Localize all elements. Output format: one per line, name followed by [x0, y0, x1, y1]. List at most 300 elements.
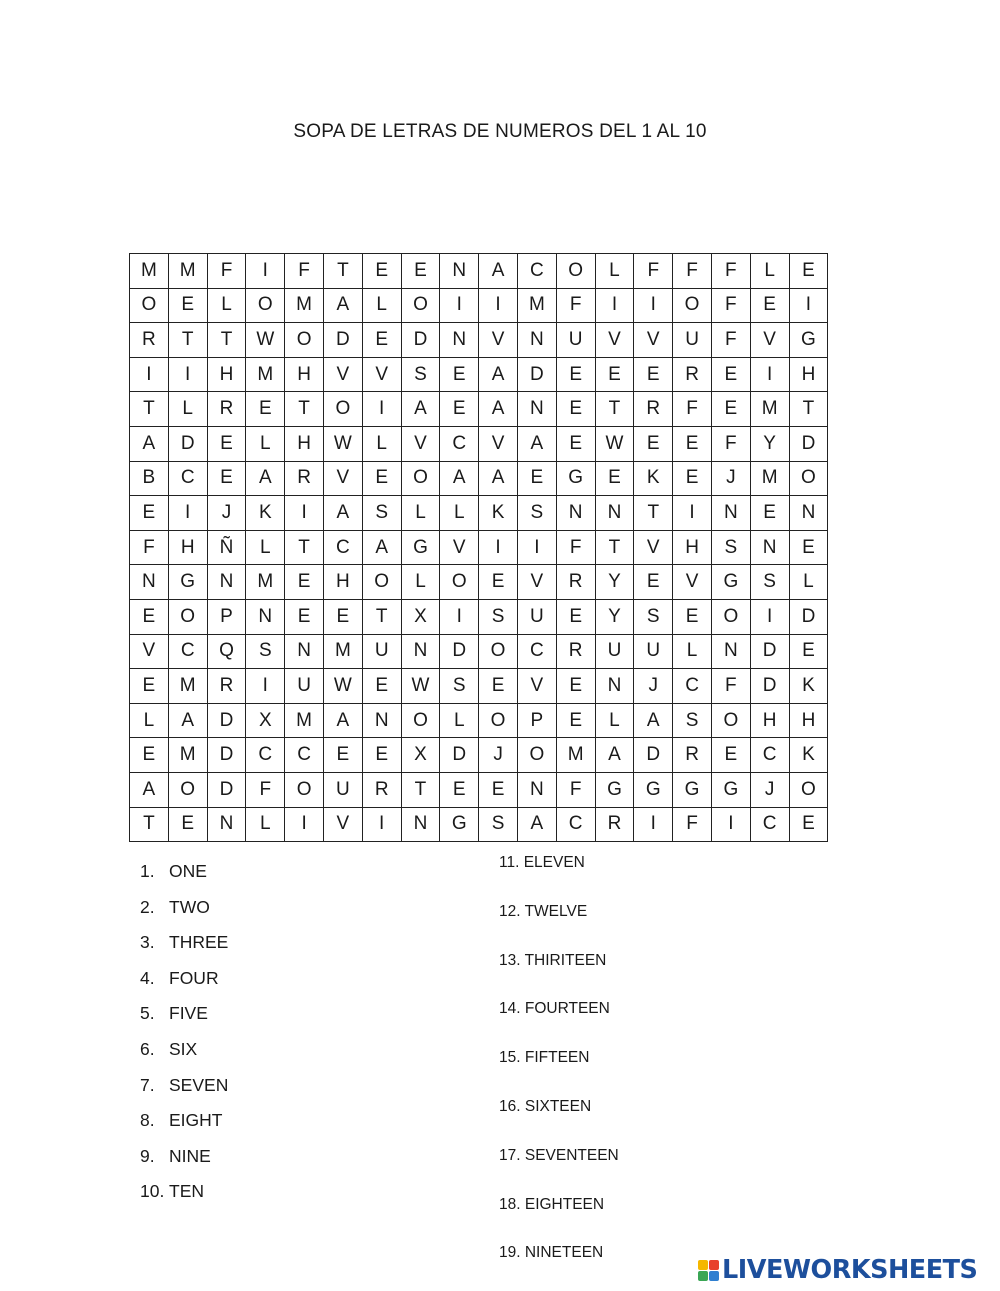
grid-cell[interactable]: O — [711, 703, 750, 738]
grid-cell[interactable]: R — [556, 565, 595, 600]
grid-cell[interactable]: O — [789, 461, 828, 496]
grid-cell[interactable]: I — [479, 288, 518, 323]
grid-cell[interactable]: S — [634, 599, 673, 634]
grid-cell[interactable]: T — [168, 323, 207, 358]
grid-cell[interactable]: O — [556, 254, 595, 289]
grid-cell[interactable]: H — [789, 703, 828, 738]
grid-cell[interactable]: L — [401, 496, 440, 531]
grid-cell[interactable]: E — [130, 599, 169, 634]
grid-cell[interactable]: E — [362, 669, 401, 704]
grid-cell[interactable]: T — [401, 772, 440, 807]
grid-cell[interactable]: V — [479, 426, 518, 461]
grid-cell[interactable]: L — [207, 288, 246, 323]
grid-cell[interactable]: A — [595, 738, 634, 773]
grid-cell[interactable]: S — [517, 496, 556, 531]
grid-cell[interactable]: W — [595, 426, 634, 461]
grid-cell[interactable]: J — [207, 496, 246, 531]
grid-cell[interactable]: F — [673, 254, 712, 289]
grid-cell[interactable]: E — [130, 669, 169, 704]
grid-cell[interactable]: I — [285, 807, 324, 842]
grid-cell[interactable]: S — [673, 703, 712, 738]
grid-cell[interactable]: A — [323, 496, 362, 531]
grid-cell[interactable]: V — [440, 530, 479, 565]
grid-cell[interactable]: D — [207, 738, 246, 773]
grid-cell[interactable]: E — [401, 254, 440, 289]
grid-cell[interactable]: E — [246, 392, 285, 427]
grid-cell[interactable]: I — [517, 530, 556, 565]
grid-cell[interactable]: D — [789, 599, 828, 634]
grid-cell[interactable]: E — [556, 426, 595, 461]
grid-cell[interactable]: I — [479, 530, 518, 565]
grid-cell[interactable]: D — [207, 772, 246, 807]
grid-cell[interactable]: A — [362, 530, 401, 565]
grid-cell[interactable]: L — [595, 254, 634, 289]
grid-cell[interactable]: F — [711, 288, 750, 323]
grid-cell[interactable]: S — [750, 565, 789, 600]
grid-cell[interactable]: E — [634, 426, 673, 461]
grid-cell[interactable]: D — [401, 323, 440, 358]
grid-cell[interactable]: C — [285, 738, 324, 773]
grid-cell[interactable]: I — [789, 288, 828, 323]
grid-cell[interactable]: N — [711, 634, 750, 669]
grid-cell[interactable]: E — [789, 634, 828, 669]
grid-cell[interactable]: R — [207, 392, 246, 427]
grid-cell[interactable]: E — [673, 461, 712, 496]
grid-cell[interactable]: L — [401, 565, 440, 600]
grid-cell[interactable]: Y — [750, 426, 789, 461]
grid-cell[interactable]: L — [246, 426, 285, 461]
grid-cell[interactable]: E — [479, 565, 518, 600]
grid-cell[interactable]: N — [401, 807, 440, 842]
grid-cell[interactable]: I — [634, 288, 673, 323]
grid-cell[interactable]: F — [711, 426, 750, 461]
grid-cell[interactable]: I — [634, 807, 673, 842]
grid-cell[interactable]: V — [323, 461, 362, 496]
grid-cell[interactable]: A — [130, 426, 169, 461]
grid-cell[interactable]: N — [556, 496, 595, 531]
grid-cell[interactable]: D — [789, 426, 828, 461]
grid-cell[interactable]: E — [789, 807, 828, 842]
grid-cell[interactable]: E — [323, 738, 362, 773]
grid-cell[interactable]: N — [595, 669, 634, 704]
grid-cell[interactable]: X — [401, 738, 440, 773]
grid-cell[interactable]: M — [750, 392, 789, 427]
grid-cell[interactable]: U — [517, 599, 556, 634]
grid-cell[interactable]: C — [517, 634, 556, 669]
grid-cell[interactable]: E — [789, 530, 828, 565]
grid-cell[interactable]: B — [130, 461, 169, 496]
grid-cell[interactable]: E — [711, 357, 750, 392]
grid-cell[interactable]: N — [711, 496, 750, 531]
grid-cell[interactable]: M — [556, 738, 595, 773]
grid-cell[interactable]: S — [440, 669, 479, 704]
grid-cell[interactable]: O — [711, 599, 750, 634]
grid-cell[interactable]: A — [479, 461, 518, 496]
grid-cell[interactable]: X — [401, 599, 440, 634]
grid-cell[interactable]: N — [750, 530, 789, 565]
grid-cell[interactable]: F — [634, 254, 673, 289]
grid-cell[interactable]: O — [479, 634, 518, 669]
grid-cell[interactable]: O — [285, 772, 324, 807]
grid-cell[interactable]: E — [711, 392, 750, 427]
grid-cell[interactable]: M — [750, 461, 789, 496]
grid-cell[interactable]: N — [285, 634, 324, 669]
grid-cell[interactable]: C — [673, 669, 712, 704]
grid-cell[interactable]: V — [323, 807, 362, 842]
grid-cell[interactable]: D — [634, 738, 673, 773]
grid-cell[interactable]: C — [440, 426, 479, 461]
grid-cell[interactable]: O — [401, 703, 440, 738]
grid-cell[interactable]: T — [323, 254, 362, 289]
grid-cell[interactable]: R — [673, 738, 712, 773]
grid-cell[interactable]: E — [517, 461, 556, 496]
grid-cell[interactable]: N — [440, 323, 479, 358]
grid-cell[interactable]: F — [556, 772, 595, 807]
grid-cell[interactable]: C — [517, 254, 556, 289]
grid-cell[interactable]: C — [323, 530, 362, 565]
grid-cell[interactable]: E — [130, 738, 169, 773]
grid-cell[interactable]: A — [246, 461, 285, 496]
grid-cell[interactable]: I — [362, 392, 401, 427]
grid-cell[interactable]: F — [556, 288, 595, 323]
grid-cell[interactable]: F — [285, 254, 324, 289]
grid-cell[interactable]: E — [168, 288, 207, 323]
grid-cell[interactable]: O — [401, 288, 440, 323]
grid-cell[interactable]: L — [750, 254, 789, 289]
grid-cell[interactable]: P — [517, 703, 556, 738]
grid-cell[interactable]: M — [168, 669, 207, 704]
grid-cell[interactable]: F — [130, 530, 169, 565]
grid-cell[interactable]: M — [130, 254, 169, 289]
grid-cell[interactable]: I — [168, 357, 207, 392]
grid-cell[interactable]: X — [246, 703, 285, 738]
grid-cell[interactable]: E — [479, 772, 518, 807]
grid-cell[interactable]: I — [440, 599, 479, 634]
grid-cell[interactable]: E — [362, 738, 401, 773]
grid-cell[interactable]: W — [323, 669, 362, 704]
grid-cell[interactable]: E — [750, 496, 789, 531]
grid-cell[interactable]: N — [595, 496, 634, 531]
grid-cell[interactable]: H — [323, 565, 362, 600]
grid-cell[interactable]: I — [673, 496, 712, 531]
grid-cell[interactable]: A — [517, 426, 556, 461]
grid-cell[interactable]: F — [711, 323, 750, 358]
grid-cell[interactable]: F — [711, 254, 750, 289]
grid-cell[interactable]: A — [634, 703, 673, 738]
grid-cell[interactable]: K — [789, 738, 828, 773]
grid-cell[interactable]: E — [673, 599, 712, 634]
grid-cell[interactable]: O — [479, 703, 518, 738]
grid-cell[interactable]: I — [285, 496, 324, 531]
grid-cell[interactable]: O — [246, 288, 285, 323]
grid-cell[interactable]: D — [207, 703, 246, 738]
grid-cell[interactable]: M — [168, 738, 207, 773]
grid-cell[interactable]: M — [323, 634, 362, 669]
grid-cell[interactable]: Y — [595, 599, 634, 634]
grid-cell[interactable]: G — [168, 565, 207, 600]
grid-cell[interactable]: G — [711, 565, 750, 600]
grid-cell[interactable]: G — [595, 772, 634, 807]
grid-cell[interactable]: N — [401, 634, 440, 669]
grid-cell[interactable]: E — [479, 669, 518, 704]
grid-cell[interactable]: T — [595, 392, 634, 427]
grid-cell[interactable]: U — [595, 634, 634, 669]
grid-cell[interactable]: T — [130, 807, 169, 842]
grid-cell[interactable]: E — [207, 426, 246, 461]
grid-cell[interactable]: N — [440, 254, 479, 289]
grid-cell[interactable]: C — [750, 738, 789, 773]
grid-cell[interactable]: N — [130, 565, 169, 600]
grid-cell[interactable]: U — [556, 323, 595, 358]
grid-cell[interactable]: L — [595, 703, 634, 738]
grid-cell[interactable]: E — [556, 357, 595, 392]
grid-cell[interactable]: D — [440, 738, 479, 773]
grid-cell[interactable]: C — [556, 807, 595, 842]
grid-cell[interactable]: H — [168, 530, 207, 565]
grid-cell[interactable]: K — [789, 669, 828, 704]
grid-cell[interactable]: N — [362, 703, 401, 738]
grid-cell[interactable]: I — [440, 288, 479, 323]
grid-cell[interactable]: I — [362, 807, 401, 842]
grid-cell[interactable]: A — [168, 703, 207, 738]
grid-cell[interactable]: O — [517, 738, 556, 773]
grid-cell[interactable]: A — [130, 772, 169, 807]
grid-cell[interactable]: J — [711, 461, 750, 496]
grid-cell[interactable]: E — [634, 357, 673, 392]
grid-cell[interactable]: V — [401, 426, 440, 461]
grid-cell[interactable]: L — [130, 703, 169, 738]
grid-cell[interactable]: L — [362, 288, 401, 323]
grid-cell[interactable]: E — [362, 461, 401, 496]
grid-cell[interactable]: E — [556, 703, 595, 738]
grid-cell[interactable]: L — [246, 530, 285, 565]
grid-cell[interactable]: G — [634, 772, 673, 807]
grid-cell[interactable]: F — [673, 807, 712, 842]
grid-cell[interactable]: G — [440, 807, 479, 842]
grid-cell[interactable]: R — [285, 461, 324, 496]
grid-cell[interactable]: V — [130, 634, 169, 669]
grid-cell[interactable]: L — [440, 703, 479, 738]
grid-cell[interactable]: V — [517, 565, 556, 600]
grid-cell[interactable]: I — [130, 357, 169, 392]
grid-cell[interactable]: A — [479, 254, 518, 289]
grid-cell[interactable]: N — [207, 565, 246, 600]
grid-cell[interactable]: D — [440, 634, 479, 669]
grid-cell[interactable]: N — [246, 599, 285, 634]
grid-cell[interactable]: E — [207, 461, 246, 496]
grid-cell[interactable]: O — [789, 772, 828, 807]
grid-cell[interactable]: V — [517, 669, 556, 704]
grid-cell[interactable]: U — [323, 772, 362, 807]
grid-cell[interactable]: L — [673, 634, 712, 669]
grid-cell[interactable]: N — [207, 807, 246, 842]
grid-cell[interactable]: N — [517, 772, 556, 807]
grid-cell[interactable]: M — [246, 565, 285, 600]
grid-cell[interactable]: O — [168, 599, 207, 634]
grid-cell[interactable]: E — [711, 738, 750, 773]
grid-cell[interactable]: A — [440, 461, 479, 496]
grid-cell[interactable]: W — [323, 426, 362, 461]
grid-cell[interactable]: W — [246, 323, 285, 358]
grid-cell[interactable]: L — [789, 565, 828, 600]
grid-cell[interactable]: S — [479, 807, 518, 842]
grid-cell[interactable]: V — [673, 565, 712, 600]
grid-cell[interactable]: E — [556, 669, 595, 704]
grid-cell[interactable]: M — [285, 288, 324, 323]
grid-cell[interactable]: R — [556, 634, 595, 669]
grid-cell[interactable]: M — [246, 357, 285, 392]
grid-cell[interactable]: O — [401, 461, 440, 496]
grid-cell[interactable]: O — [168, 772, 207, 807]
grid-cell[interactable]: V — [634, 530, 673, 565]
grid-cell[interactable]: U — [673, 323, 712, 358]
grid-cell[interactable]: V — [750, 323, 789, 358]
grid-cell[interactable]: L — [362, 426, 401, 461]
grid-cell[interactable]: T — [634, 496, 673, 531]
grid-cell[interactable]: T — [789, 392, 828, 427]
grid-cell[interactable]: I — [750, 599, 789, 634]
grid-cell[interactable]: E — [440, 357, 479, 392]
grid-cell[interactable]: G — [711, 772, 750, 807]
grid-cell[interactable]: E — [556, 392, 595, 427]
grid-cell[interactable]: E — [323, 599, 362, 634]
grid-cell[interactable]: F — [207, 254, 246, 289]
grid-cell[interactable]: E — [285, 599, 324, 634]
grid-cell[interactable]: K — [479, 496, 518, 531]
grid-cell[interactable]: I — [168, 496, 207, 531]
grid-cell[interactable]: K — [246, 496, 285, 531]
grid-cell[interactable]: F — [673, 392, 712, 427]
grid-cell[interactable]: E — [634, 565, 673, 600]
grid-cell[interactable]: E — [595, 357, 634, 392]
grid-cell[interactable]: E — [168, 807, 207, 842]
grid-cell[interactable]: C — [246, 738, 285, 773]
grid-cell[interactable]: H — [285, 357, 324, 392]
grid-cell[interactable]: T — [595, 530, 634, 565]
grid-cell[interactable]: E — [750, 288, 789, 323]
grid-cell[interactable]: S — [401, 357, 440, 392]
grid-cell[interactable]: E — [130, 496, 169, 531]
grid-cell[interactable]: O — [440, 565, 479, 600]
grid-cell[interactable]: P — [207, 599, 246, 634]
grid-cell[interactable]: S — [246, 634, 285, 669]
grid-cell[interactable]: I — [246, 254, 285, 289]
grid-cell[interactable]: A — [323, 288, 362, 323]
grid-cell[interactable]: E — [673, 426, 712, 461]
grid-cell[interactable]: E — [440, 392, 479, 427]
grid-cell[interactable]: A — [479, 392, 518, 427]
grid-cell[interactable]: T — [362, 599, 401, 634]
grid-cell[interactable]: F — [556, 530, 595, 565]
grid-cell[interactable]: H — [789, 357, 828, 392]
grid-cell[interactable]: K — [634, 461, 673, 496]
grid-cell[interactable]: H — [207, 357, 246, 392]
grid-cell[interactable]: Y — [595, 565, 634, 600]
grid-cell[interactable]: I — [595, 288, 634, 323]
grid-cell[interactable]: Ñ — [207, 530, 246, 565]
grid-cell[interactable]: V — [479, 323, 518, 358]
grid-cell[interactable]: M — [517, 288, 556, 323]
grid-cell[interactable]: R — [673, 357, 712, 392]
grid-cell[interactable]: I — [711, 807, 750, 842]
grid-cell[interactable]: M — [168, 254, 207, 289]
grid-cell[interactable]: D — [517, 357, 556, 392]
grid-cell[interactable]: A — [401, 392, 440, 427]
grid-cell[interactable]: W — [401, 669, 440, 704]
grid-cell[interactable]: M — [285, 703, 324, 738]
grid-cell[interactable]: S — [479, 599, 518, 634]
grid-cell[interactable]: V — [634, 323, 673, 358]
grid-cell[interactable]: A — [323, 703, 362, 738]
grid-cell[interactable]: L — [168, 392, 207, 427]
grid-cell[interactable]: L — [246, 807, 285, 842]
liveworksheets-logo[interactable] — [698, 1255, 977, 1285]
grid-cell[interactable]: J — [750, 772, 789, 807]
grid-cell[interactable]: O — [673, 288, 712, 323]
grid-cell[interactable]: E — [556, 599, 595, 634]
grid-cell[interactable]: C — [168, 634, 207, 669]
grid-cell[interactable]: R — [362, 772, 401, 807]
grid-cell[interactable]: L — [440, 496, 479, 531]
grid-cell[interactable]: G — [401, 530, 440, 565]
grid-cell[interactable]: I — [750, 357, 789, 392]
grid-cell[interactable]: O — [362, 565, 401, 600]
grid-cell[interactable]: N — [789, 496, 828, 531]
grid-cell[interactable]: T — [130, 392, 169, 427]
grid-cell[interactable]: A — [479, 357, 518, 392]
grid-cell[interactable]: R — [595, 807, 634, 842]
grid-cell[interactable]: S — [362, 496, 401, 531]
grid-cell[interactable]: D — [168, 426, 207, 461]
grid-cell[interactable]: U — [634, 634, 673, 669]
grid-cell[interactable]: G — [556, 461, 595, 496]
grid-cell[interactable]: T — [285, 530, 324, 565]
grid-cell[interactable]: J — [479, 738, 518, 773]
grid-cell[interactable]: O — [130, 288, 169, 323]
grid-cell[interactable]: I — [246, 669, 285, 704]
grid-cell[interactable]: C — [168, 461, 207, 496]
grid-cell[interactable]: O — [323, 392, 362, 427]
grid-cell[interactable]: E — [595, 461, 634, 496]
grid-cell[interactable]: D — [750, 669, 789, 704]
grid-cell[interactable]: T — [285, 392, 324, 427]
grid-cell[interactable]: S — [711, 530, 750, 565]
grid-cell[interactable]: E — [789, 254, 828, 289]
grid-cell[interactable]: O — [285, 323, 324, 358]
grid-cell[interactable]: H — [285, 426, 324, 461]
grid-cell[interactable]: T — [207, 323, 246, 358]
grid-cell[interactable]: F — [711, 669, 750, 704]
grid-cell[interactable]: N — [517, 392, 556, 427]
grid-cell[interactable]: V — [362, 357, 401, 392]
grid-cell[interactable]: N — [517, 323, 556, 358]
grid-cell[interactable]: C — [750, 807, 789, 842]
grid-cell[interactable]: G — [789, 323, 828, 358]
grid-cell[interactable]: D — [750, 634, 789, 669]
grid-cell[interactable]: U — [285, 669, 324, 704]
grid-cell[interactable]: F — [246, 772, 285, 807]
grid-cell[interactable]: E — [285, 565, 324, 600]
grid-cell[interactable]: V — [323, 357, 362, 392]
grid-cell[interactable]: R — [207, 669, 246, 704]
grid-cell[interactable]: A — [517, 807, 556, 842]
grid-cell[interactable]: R — [130, 323, 169, 358]
grid-cell[interactable]: J — [634, 669, 673, 704]
grid-cell[interactable]: R — [634, 392, 673, 427]
grid-cell[interactable]: H — [750, 703, 789, 738]
grid-cell[interactable]: E — [362, 254, 401, 289]
grid-cell[interactable]: Q — [207, 634, 246, 669]
